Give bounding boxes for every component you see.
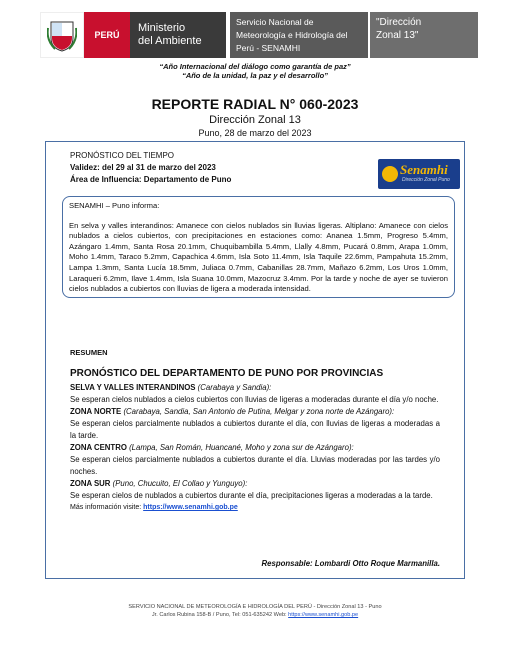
provincias-title: PRONÓSTICO DEL DEPARTAMENTO DE PUNO POR PROVINCIAS [70, 368, 384, 379]
more-info [70, 502, 440, 514]
zone-text: Se esperan cielos parcialmente nublados a cubiertos durante el día, con lluvias de ligeras a moderadas a la tarde. [70, 419, 440, 440]
dz-line2: Zonal 13" [376, 30, 419, 41]
informa-box [62, 196, 455, 298]
senamhi-line1: Servicio Nacional de [236, 17, 314, 27]
resumen-label: RESUMEN [70, 348, 108, 357]
footer-web-link[interactable]: https://www.senamhi.gob.pe [288, 612, 359, 618]
peru-coat-of-arms-icon [40, 12, 84, 58]
zone-name: ZONA SUR [70, 479, 111, 488]
footer-line1: SERVICIO NACIONAL DE METEOROLOGÍA E HIDROLOGÍA DEL PERÚ - Dirección Zonal 13 - Puno [128, 604, 382, 610]
zone-text: Se esperan cielos parcialmente nublados a cubiertos durante el día. Lluvias moderadas por las tardes y/o noches. [70, 455, 440, 476]
footer-line2 [0, 612, 510, 618]
senamhi-line2: Meteorología e Hidrología del [236, 30, 348, 40]
report-date: Puno, 28 de marzo del 2023 [198, 128, 312, 138]
zone-provinces: (Puno, Chucuito, El Collao y Yunguyo): [112, 479, 248, 488]
senamhi-line3: Perú - SENAMHI [236, 43, 301, 53]
motto-line1: “Año Internacional del diálogo como garantía de paz” [159, 62, 351, 71]
senamhi-label [230, 12, 368, 58]
sun-icon [382, 166, 398, 182]
pronostico-validez: Validez: del 29 al 31 de marzo del 2023 [70, 163, 216, 172]
ministerio-label [130, 12, 226, 58]
zones-list [70, 382, 440, 514]
zone-text: Se esperan cielos nublados a cielos cubiertos con lluvias de ligeras a moderadas durante el día y/o noche. [70, 395, 439, 404]
responsable: Responsable: Lombardi Otto Roque Marmanilla. [261, 559, 440, 568]
report-title: REPORTE RADIAL N° 060-2023 [151, 96, 359, 112]
motto-line2: “Año de la unidad, la paz y el desarrollo” [182, 71, 328, 80]
pronostico-heading: PRONÓSTICO DEL TIEMPO [70, 151, 175, 160]
zone-text: Se esperan cielos de nublados a cubiertos durante el día, precipitaciones ligeras a moderadas a la tarde. [70, 491, 433, 500]
informa-heading: SENAMHI – Puno informa: [69, 201, 160, 210]
senamhi-logo-text: Senamhi [400, 162, 448, 177]
footer-address: Jr. Carlos Rubina 158-B / Puno, Tel: 051-635242 Web: [151, 612, 287, 618]
informa-body: En selva y valles interandinos: Amanece con cielos nublados sin lluvias ligeras. Altiplano: Amanece con cielos nublados a cielos cubiertos, con precipitaciones en estaciones como: Ananea 1.5mm, Progreso 5.4mm, Azángaro 1.4mm, Santa Rosa 20.1mm, Chuquibambilla 5.4mm, Llally 4.8mm, Pucará 0.8mm, Arapa 1.0mm, Moho 1.4mm, Taraco 5.2mm, Capachica 4.6mm, Isla Soto 11.4mm, Isla Taquile 22.6mm, Pampahuta 15.2mm, Lampa 1.3mm, Santa Lucía 18.5mm, Juliaca 0.7mm, Cabanillas 28.7mm, Mañazo 6.2mm, Los Uros 1.0mm, Laraqueri 6.2mm, Ilave 1.4mm, Isla Suana 10.0mm, Mazocruz 3.4mm. Por la tarde y noche de ayer se tuvieron cielos nublados a cubiertos con lluvias de ligera a moderada intensidad. [69, 220, 448, 294]
senamhi-link[interactable]: https://www.senamhi.gob.pe [143, 504, 238, 511]
pronostico-area: Área de Influencia: Departamento de Puno [70, 175, 232, 184]
ministerio-line1: Ministerio [138, 22, 186, 34]
zone-name: ZONA NORTE [70, 407, 122, 416]
direccion-zonal-label [370, 12, 478, 58]
zone-name: SELVA Y VALLES INTERANDINOS [70, 383, 196, 392]
senamhi-logo [378, 159, 460, 189]
more-info-label: Más información visite: [70, 504, 142, 511]
report-subtitle: Dirección Zonal 13 [209, 114, 301, 126]
zone-name: ZONA CENTRO [70, 443, 127, 452]
dz-line1: "Dirección [376, 17, 422, 28]
zone-item [70, 478, 440, 502]
zone-provinces: (Carabaya y Sandia): [197, 383, 272, 392]
page-header [40, 12, 478, 58]
zone-provinces: (Carabaya, Sandia, San Antonio de Putina, Melgar y zona norte de Azángaro): [123, 407, 395, 416]
zone-provinces: (Lampa, San Román, Huancané, Moho y zona sur de Azángaro): [129, 443, 354, 452]
zone-item [70, 382, 440, 406]
pronostico-header [70, 150, 231, 186]
senamhi-logo-subtext: Dirección Zonal Puno [402, 177, 450, 183]
ministerio-line2: del Ambiente [138, 35, 202, 47]
peru-label: PERÚ [84, 12, 130, 58]
zone-item [70, 406, 440, 442]
zone-item [70, 442, 440, 478]
